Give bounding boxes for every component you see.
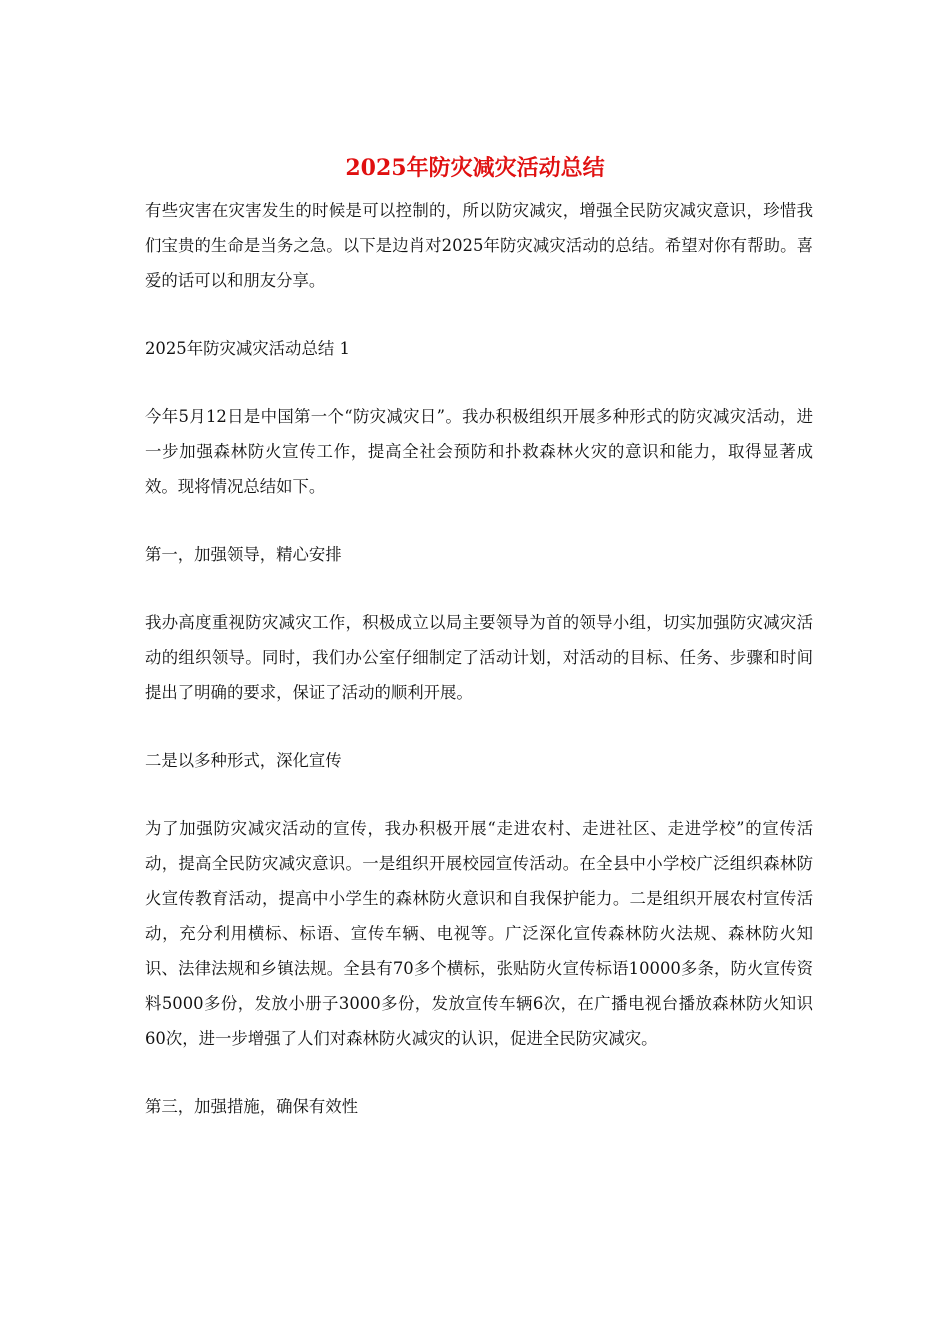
document-title: 2025年防灾减灾活动总结 <box>345 155 605 181</box>
intro-paragraph: 有些灾害在灾害发生的时候是可以控制的，所以防灾减灾，增强全民防灾减灾意识，珍惜我们宝贵的生命是当务之急。以下是边肖对2025年防灾减灾活动的总结。希望对你有帮助。喜爱的话可以和朋友分享。 <box>145 201 813 290</box>
subheading-leadership: 第一，加强领导，精心安排 <box>145 545 342 564</box>
subheading-publicity: 二是以多种形式，深化宣传 <box>145 751 342 770</box>
section-title: 2025年防灾减灾活动总结 1 <box>145 339 350 358</box>
body-paragraph: 为了加强防灾减灾活动的宣传，我办积极开展“走进农村、走进社区、走进学校”的宣传活动，提高全民防灾减灾意识。一是组织开展校园宣传活动。在全县中小学校广泛组织森林防火宣传教育活动，提高中小学生的森林防火意识和自我保护能力。二是组织开展农村宣传活动，充分利用横标、标语、宣传车辆、电视等。广泛深化宣传森林防火法规、森林防火知识、法律法规和乡镇法规。全县有70多个横标，张贴防火宣传标语10000多条，防火宣传资料5000多份，发放小册子3000多份，发放宣传车辆6次，在广播电视台播放森林防火知识60次，进一步增强了人们对森林防火减灾的认识，促进全民防灾减灾。 <box>145 819 813 1048</box>
body-paragraph: 我办高度重视防灾减灾工作，积极成立以局主要领导为首的领导小组，切实加强防灾减灾活动的组织领导。同时，我们办公室仔细制定了活动计划，对活动的目标、任务、步骤和时间提出了明确的要求，保证了活动的顺利开展。 <box>145 613 813 702</box>
subheading-measures: 第三，加强措施，确保有效性 <box>145 1097 359 1116</box>
body-paragraph: 今年5月12日是中国第一个“防灾减灾日”。我办积极组织开展多种形式的防灾减灾活动，进一步加强森林防火宣传工作，提高全社会预防和扑救森林火灾的意识和能力，取得显著成效。现将情况总结如下。 <box>145 407 813 496</box>
document-body <box>145 193 813 1157</box>
